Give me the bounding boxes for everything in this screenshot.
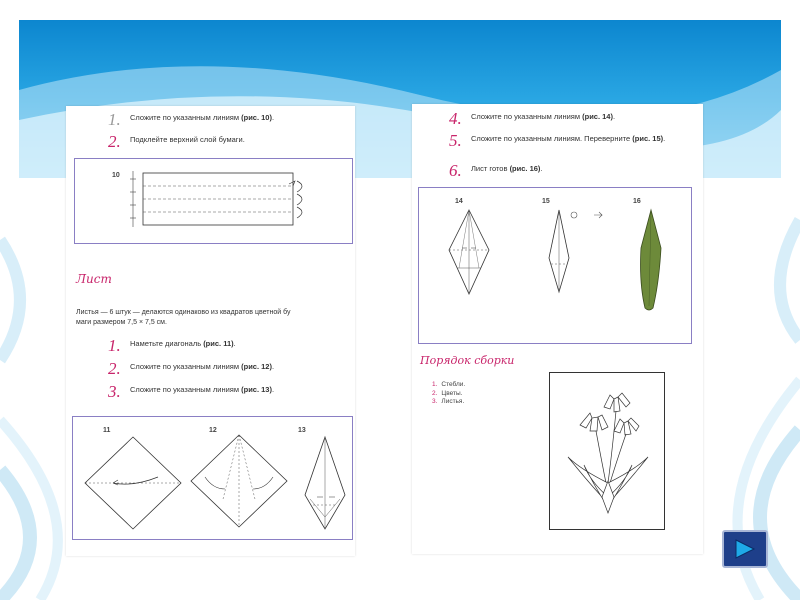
step-text: Лист готов xyxy=(471,164,510,173)
step-number: 3. xyxy=(108,382,121,401)
step-number: 5. xyxy=(449,131,462,150)
figure-ref: (рис. 12) xyxy=(241,362,272,371)
figure-number: 13 xyxy=(298,427,306,434)
step-number: 1. xyxy=(108,110,121,129)
figure-number: 15 xyxy=(542,198,550,205)
step-number: 6. xyxy=(449,161,462,180)
step-4 xyxy=(449,109,616,128)
figure-ref: (рис. 14) xyxy=(582,112,613,121)
step-3-leaf xyxy=(108,382,275,401)
assembled-flower-panel xyxy=(549,372,665,530)
assembly-order-list xyxy=(432,381,465,407)
step-text: Наметьте диагональ xyxy=(130,339,204,348)
step-2-leaf xyxy=(108,359,275,378)
step-number: 1. xyxy=(108,336,121,355)
step-text: Сложите по указанным линиям xyxy=(471,112,583,121)
step-text: Сложите по указанным линиям xyxy=(130,113,242,122)
step-1-leaf xyxy=(108,336,236,355)
figures-11-13-panel xyxy=(72,416,353,540)
figure-number: 10 xyxy=(112,172,120,179)
section-title-leaf: Лист xyxy=(76,272,112,286)
assembled-flower-illustration xyxy=(550,373,664,529)
step-text: Сложите по указанным линиям. Переверните xyxy=(471,134,633,143)
figure-10-panel xyxy=(74,158,353,244)
step-text: Подклейте верхний слой бумаги. xyxy=(130,135,245,144)
list-item: 2. Цветы. xyxy=(432,389,463,397)
step-tail: . xyxy=(271,362,275,371)
paragraph-line: маги размером 7,5 × 7,5 см. xyxy=(76,319,167,326)
step-tail: . xyxy=(233,339,236,348)
right-book-page xyxy=(412,104,703,554)
step-number: 4. xyxy=(449,109,462,128)
step-tail: . xyxy=(612,112,616,121)
step-tail: . xyxy=(271,385,275,394)
list-item: 3. Листья. xyxy=(432,398,465,405)
section-title-assembly: Порядок сборки xyxy=(420,354,515,367)
left-book-page xyxy=(66,106,355,556)
step-text: Сложите по указанным линиям xyxy=(130,385,242,394)
step-text: Сложите по указанным линиям xyxy=(130,362,242,371)
figure-number: 14 xyxy=(455,198,463,205)
figure-ref: (рис. 15) xyxy=(632,134,664,143)
figures-14-16-panel xyxy=(418,187,692,344)
paragraph-line: Листья — 6 штук — делаются одинаково из квадратов цветной бу xyxy=(76,309,291,316)
figure-number: 11 xyxy=(103,427,111,434)
figure-ref: (рис. 16) xyxy=(509,164,541,173)
step-tail: . xyxy=(663,134,666,143)
step-6 xyxy=(449,161,543,180)
step-1-top xyxy=(108,110,275,129)
list-item: 1. Стебли. xyxy=(432,381,466,388)
leaf-fold-diagrams xyxy=(73,417,352,539)
step-2-top xyxy=(108,132,245,151)
play-triangle-icon xyxy=(734,539,756,559)
leaf-final-diagrams xyxy=(419,188,691,343)
step-tail: . xyxy=(271,113,275,122)
figure-number: 12 xyxy=(209,427,217,434)
figure-ref: (рис. 10) xyxy=(241,113,272,122)
fold-strip-diagram xyxy=(75,159,352,243)
step-5 xyxy=(449,131,703,150)
figure-ref: (рис. 13) xyxy=(241,385,272,394)
step-number: 2. xyxy=(108,359,121,378)
step-number: 2. xyxy=(108,132,121,151)
step-tail: . xyxy=(540,164,543,173)
figure-ref: (рис. 11) xyxy=(203,339,234,348)
figure-number: 16 xyxy=(633,198,641,205)
leaf-paragraph xyxy=(76,308,356,328)
next-slide-button[interactable] xyxy=(722,530,768,568)
